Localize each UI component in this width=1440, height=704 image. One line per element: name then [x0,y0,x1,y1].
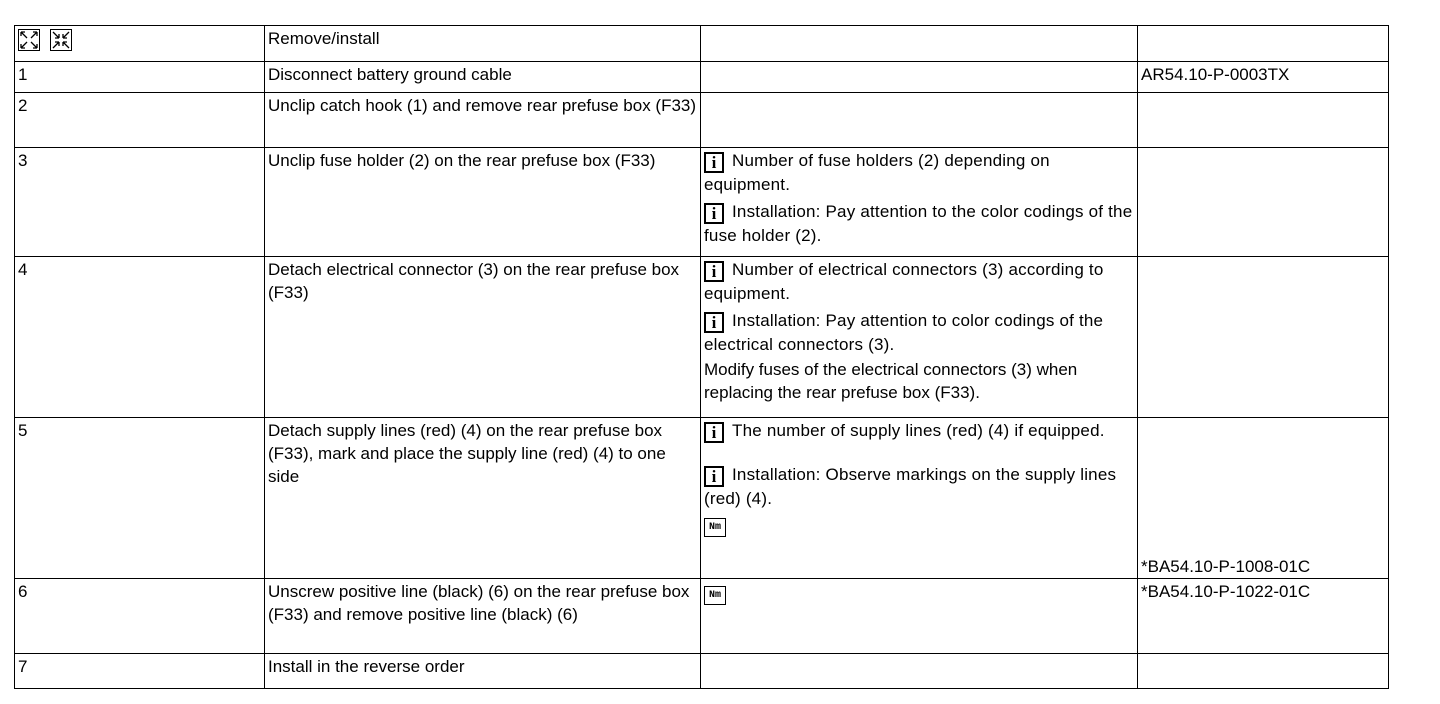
info-note [704,309,1134,356]
step-ref-link[interactable]: AR54.10-P-0003TX [1138,62,1389,93]
step-ref-link[interactable]: *BA54.10-P-1022-01C [1138,579,1389,654]
info-note [704,258,1134,305]
step-action: Detach electrical connector (3) on the rear prefuse box (F33) [265,257,701,418]
step-action: Unscrew positive line (black) (6) on the rear prefuse box (F33) and remove positive line (black) (6) [265,579,701,654]
info-note [704,149,1134,196]
info-note-text: Installation: Pay attention to the color codings of the fuse holder (2). [704,202,1133,245]
step-ref-cell [1138,418,1389,579]
info-note [704,419,1134,443]
step-action: Install in the reverse order [265,654,701,689]
step-notes [701,148,1138,257]
header-ref-cell [1138,26,1389,62]
step-ref-link[interactable]: *BA54.10-P-1008-01C [1141,557,1311,576]
procedure-table [14,25,1389,689]
step-notes [701,654,1138,689]
header-icons-cell [15,26,265,62]
table-row [15,62,1389,93]
info-note-text: Number of fuse holders (2) depending on equipment. [704,151,1050,194]
info-note-text: Installation: Observe markings on the supply lines (red) (4). [704,465,1117,508]
info-icon: i [704,466,724,487]
info-note-text: Number of electrical connectors (3) according to equipment. [704,260,1104,303]
table-row [15,654,1389,689]
step-number: 2 [15,93,265,148]
step-number: 4 [15,257,265,418]
table-row [15,148,1389,257]
step-action: Disconnect battery ground cable [265,62,701,93]
collapse-icon[interactable] [50,29,72,51]
info-icon: i [704,261,724,282]
info-icon: i [704,152,724,173]
header-notes-cell [701,26,1138,62]
step-number: 6 [15,579,265,654]
step-notes [701,418,1138,579]
step-number: 3 [15,148,265,257]
step-action: Unclip fuse holder (2) on the rear prefuse box (F33) [265,148,701,257]
step-ref [1138,93,1389,148]
table-row [15,579,1389,654]
info-icon: i [704,422,724,443]
info-note-text: The number of supply lines (red) (4) if equipped. [732,421,1105,440]
info-note [704,463,1134,510]
table-header-row [15,26,1389,62]
info-icon: i [704,203,724,224]
step-action: Detach supply lines (red) (4) on the rear prefuse box (F33), mark and place the supply line (red) (4) to one side [265,418,701,579]
header-title: Remove/install [265,26,701,62]
torque-nm-icon[interactable]: Nm [704,586,726,605]
info-note [704,200,1134,247]
step-notes [701,579,1138,654]
step-number: 5 [15,418,265,579]
step-number: 7 [15,654,265,689]
torque-nm-icon[interactable]: Nm [704,518,726,537]
info-icon: i [704,312,724,333]
note-extra-text: Modify fuses of the electrical connectors (3) when replacing the rear prefuse box (F33). [704,360,1078,402]
step-number: 1 [15,62,265,93]
step-action: Unclip catch hook (1) and remove rear prefuse box (F33) [265,93,701,148]
step-ref [1138,654,1389,689]
step-notes [701,93,1138,148]
step-ref [1138,257,1389,418]
step-ref [1138,148,1389,257]
step-notes [701,62,1138,93]
expand-icon[interactable] [18,29,40,51]
table-row [15,418,1389,579]
step-notes [701,257,1138,418]
table-row [15,257,1389,418]
info-note-text: Installation: Pay attention to color codings of the electrical connectors (3). [704,311,1104,354]
table-row [15,93,1389,148]
